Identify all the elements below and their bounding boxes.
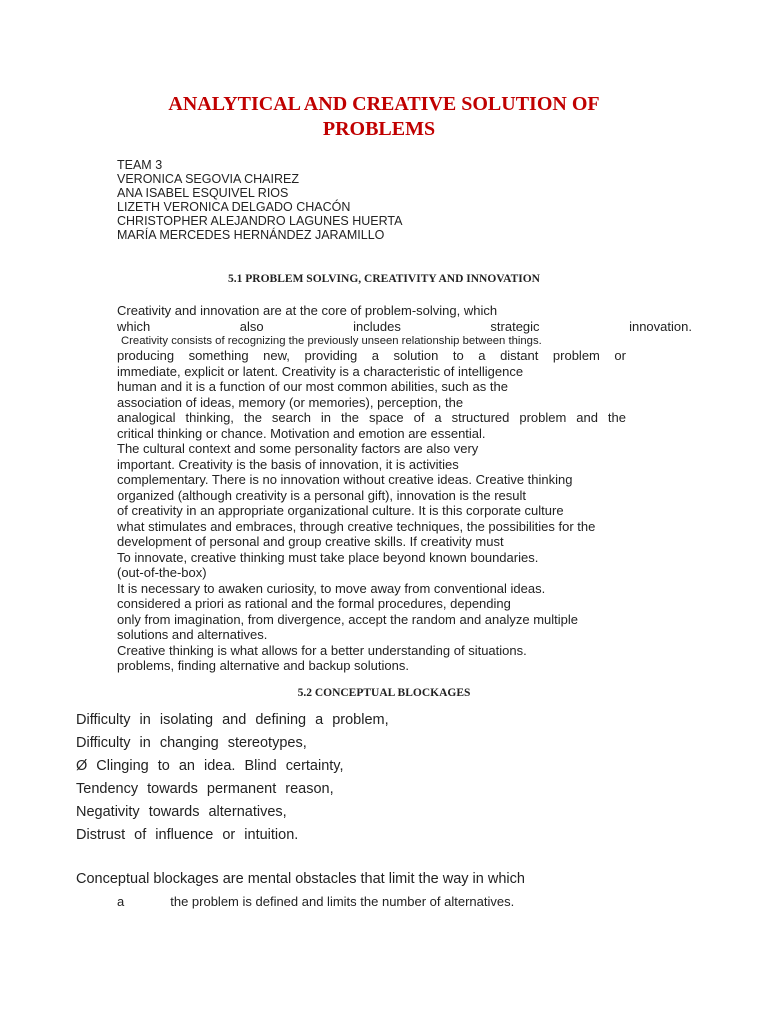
paragraph-line: what stimulates and embraces, through creative techniques, the possibilities for the — [117, 518, 596, 534]
list-item: Negativity towards alternatives, — [76, 804, 287, 820]
paragraph-line: only from imagination, from divergence, accept the random and analyze multiple — [117, 611, 579, 627]
paragraph-line: complementary. There is no innovation without creative ideas. Creative thinking — [117, 472, 573, 487]
paragraph-line: analogical thinking, the search in the space of a structured problem and the — [117, 410, 626, 425]
team-member: LIZETH VERONICA DELGADO CHACÓN — [117, 200, 351, 214]
section-heading-5-2: 5.2 CONCEPTUAL BLOCKAGES — [297, 687, 471, 699]
paragraph-line: It is necessary to awaken curiosity, to move away from conventional ideas. — [117, 580, 546, 596]
paragraph-line: association of ideas, memory (or memories), perception, the — [117, 394, 464, 410]
word: which — [117, 318, 151, 334]
justified-line — [117, 319, 692, 335]
paragraph-line: To innovate, creative thinking must take place beyond known boundaries. — [117, 549, 539, 565]
team-members — [117, 158, 402, 242]
conclusion-line-2 — [117, 894, 514, 909]
paragraph-line: of creativity in an appropriate organizational culture. It is this corporate culture — [117, 503, 564, 518]
list-item: Distrust of influence or intuition. — [76, 827, 299, 843]
paragraph-line: considered a priori as rational and the formal procedures, depending — [117, 596, 511, 611]
word: also — [239, 318, 264, 334]
section-heading-5-1: 5.1 PROBLEM SOLVING, CREATIVITY AND INNOVATION — [228, 273, 540, 285]
paragraph-line: Creative thinking is what allows for a better understanding of situations. — [117, 642, 527, 658]
list-item: Difficulty in changing stereotypes, — [76, 735, 307, 751]
conclusion-a: a — [117, 894, 125, 909]
team-label: TEAM 3 — [117, 158, 163, 172]
paragraph-line: organized (although creativity is a personal gift), innovation is the result — [117, 487, 526, 503]
team-member: VERONICA SEGOVIA CHAIREZ — [117, 172, 299, 186]
paragraph-line: producing something new, providing a solution to a distant problem or — [117, 348, 626, 363]
paragraph-line: problems, finding alternative and backup solutions. — [117, 658, 409, 673]
list-item: Ø Clinging to an idea. Blind certainty, — [76, 758, 344, 774]
paragraph-line: critical thinking or chance. Motivation and emotion are essential. — [117, 425, 486, 441]
paragraph-line: immediate, explicit or latent. Creativity is a characteristic of intelligence — [117, 363, 524, 379]
paragraph-line: (out-of-the-box) — [117, 565, 207, 580]
paragraph-line: important. Creativity is the basis of innovation, it is activities — [117, 456, 459, 472]
paragraph-line-small: Creativity consists of recognizing the previously unseen relationship between things. — [121, 335, 542, 347]
document-title — [0, 92, 768, 142]
title-line-2: PROBLEMS — [322, 118, 436, 140]
word: innovation. — [629, 318, 692, 334]
team-member: MARÍA MERCEDES HERNÁNDEZ JARAMILLO — [117, 228, 385, 242]
paragraph-line: development of personal and group creative skills. If creativity must — [117, 534, 504, 549]
paragraph-line: human and it is a function of our most common abilities, such as the — [117, 379, 508, 394]
paragraph-line: The cultural context and some personality factors are also very — [117, 441, 479, 456]
conclusion-text: the problem is defined and limits the number of alternatives. — [170, 894, 515, 909]
word: strategic — [490, 318, 540, 334]
conclusion-line-1: Conceptual blockages are mental obstacles that limit the way in which — [76, 871, 525, 887]
section-1-body — [117, 303, 692, 674]
team-member: ANA ISABEL ESQUIVEL RIOS — [117, 186, 289, 200]
list-item: Difficulty in isolating and defining a problem, — [76, 712, 389, 728]
paragraph-line: Creativity and innovation are at the core of problem-solving, which — [117, 303, 498, 318]
word: includes — [353, 318, 401, 334]
paragraph-line: solutions and alternatives. — [117, 627, 268, 642]
list-item: Tendency towards permanent reason, — [76, 781, 334, 797]
team-member: CHRISTOPHER ALEJANDRO LAGUNES HUERTA — [117, 214, 403, 228]
title-line-1: ANALYTICAL AND CREATIVE SOLUTION OF — [168, 93, 600, 115]
blockages-list — [76, 709, 389, 847]
